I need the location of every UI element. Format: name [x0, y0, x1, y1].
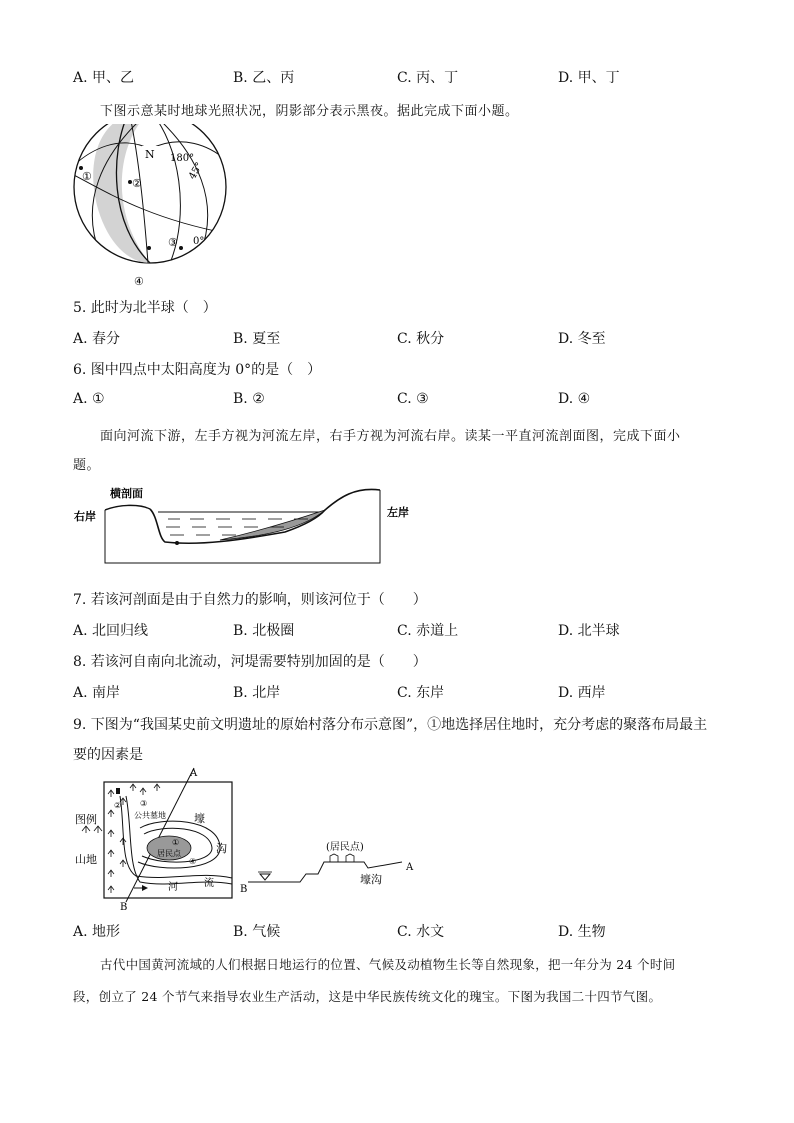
intro-river-line1: 面向河流下游，左手方视为河流左岸，右手方视为河流右岸。读某一平直河流剖面图，完成下面小	[100, 429, 681, 444]
ditch-label: 沟	[216, 842, 227, 855]
north-label: N	[145, 148, 155, 161]
q6-option-b[interactable]: B. ②	[233, 391, 265, 407]
q4-option-a[interactable]: A. 甲、乙	[73, 70, 135, 86]
q4-option-d[interactable]: D. 甲、丁	[558, 70, 620, 86]
q9-option-a[interactable]: A. 地形	[73, 924, 121, 940]
intro-solar-terms-line1: 古代中国黄河流域的人们根据日地运行的位置、气候及动植物生长等自然现象，把一年分为 24 个时间	[100, 957, 676, 972]
globe-figure	[70, 124, 235, 289]
q4-option-c[interactable]: C. 丙、丁	[397, 70, 459, 86]
q8-option-c[interactable]: C. 东岸	[397, 685, 445, 701]
q9-option-b[interactable]: B. 气候	[233, 924, 281, 940]
site-number-1: ①	[172, 838, 180, 847]
profile-residential-label: (居民点)	[326, 842, 364, 853]
q9-stem-line1: 9. 下图为“我国某史前文明遗址的原始村落分布示意图”，①地选择居住地时，充分考虑的聚落布局最主	[73, 717, 708, 733]
intro-solar-terms-line2: 段，创立了 24 个节气来指导农业生产活动，这是中华民族传统文化的瑰宝。下图为我国二十四节气图。	[73, 989, 662, 1004]
q7-option-c[interactable]: C. 赤道上	[397, 623, 459, 639]
q6-option-a[interactable]: A. ①	[73, 391, 105, 407]
q5-option-a[interactable]: A. 春分	[73, 331, 121, 347]
residential-label: 居民点	[157, 849, 181, 858]
q5-option-c[interactable]: C. 秋分	[397, 331, 445, 347]
legend-item-mountain: 山地	[75, 853, 97, 866]
river-label-left: 河	[168, 882, 178, 893]
q7-option-b[interactable]: B. 北极圈	[233, 623, 295, 639]
intro-river-line2: 题。	[73, 458, 101, 473]
moat-label: 壕	[194, 812, 205, 825]
q8-stem: 8. 若该河自南向北流动，河堤需要特别加固的是（ ）	[73, 654, 427, 670]
q8-option-d[interactable]: D. 西岸	[558, 685, 606, 701]
q6-stem: 6. 图中四点中太阳高度为 0°的是（ ）	[73, 362, 322, 378]
lon-180-label: 180°	[170, 153, 195, 164]
lat-0-label: 0°	[193, 236, 205, 247]
line-endpoint-b: B	[120, 902, 128, 913]
cross-section-title: 横剖面	[110, 487, 143, 500]
q5-option-d[interactable]: D. 冬至	[558, 331, 606, 347]
river-cross-section-figure	[70, 482, 420, 570]
q5-option-b[interactable]: B. 夏至	[233, 331, 281, 347]
profile-endpoint-a: A	[406, 862, 414, 873]
right-bank-label: 右岸	[74, 510, 96, 523]
profile-endpoint-b: B	[240, 884, 248, 895]
point-3-label: ③	[168, 236, 178, 249]
q7-stem: 7. 若该河剖面是由于自然力的影响，则该河位于（ ）	[73, 592, 427, 608]
point-4-label: ④	[134, 275, 144, 288]
q9-option-c[interactable]: C. 水文	[397, 924, 445, 940]
q9-option-d[interactable]: D. 生物	[558, 924, 606, 940]
q7-option-d[interactable]: D. 北半球	[558, 623, 620, 639]
q7-option-a[interactable]: A. 北回归线	[73, 623, 149, 639]
point-1-label: ①	[82, 170, 92, 183]
q9-stem-line2: 要的因素是	[73, 747, 143, 763]
q4-option-b[interactable]: B. 乙、丙	[233, 70, 295, 86]
q6-option-c[interactable]: C. ③	[397, 391, 429, 407]
site-number-3: ③	[140, 799, 148, 808]
q5-stem: 5. 此时为北半球（ ）	[73, 300, 217, 316]
intro-globe: 下图示意某时地球光照状况，阴影部分表示黑夜。据此完成下面小题。	[100, 104, 519, 119]
public-cemetery-label: 公共墓地	[134, 811, 166, 820]
site-number-4: ④	[189, 857, 197, 866]
profile-moat-label: 壕沟	[360, 873, 382, 886]
q8-option-b[interactable]: B. 北岸	[233, 685, 281, 701]
left-bank-label: 左岸	[387, 506, 409, 519]
site-number-2: ②	[114, 801, 122, 810]
legend-title: 图例	[75, 813, 97, 826]
q8-option-a[interactable]: A. 南岸	[73, 685, 121, 701]
village-map-figure	[70, 766, 420, 914]
point-2-label: ②	[132, 177, 142, 190]
q6-option-d[interactable]: D. ④	[558, 391, 591, 407]
river-label-right: 流	[204, 878, 214, 889]
lon-45-label: 45°	[187, 160, 206, 182]
line-endpoint-a: A	[190, 768, 198, 779]
